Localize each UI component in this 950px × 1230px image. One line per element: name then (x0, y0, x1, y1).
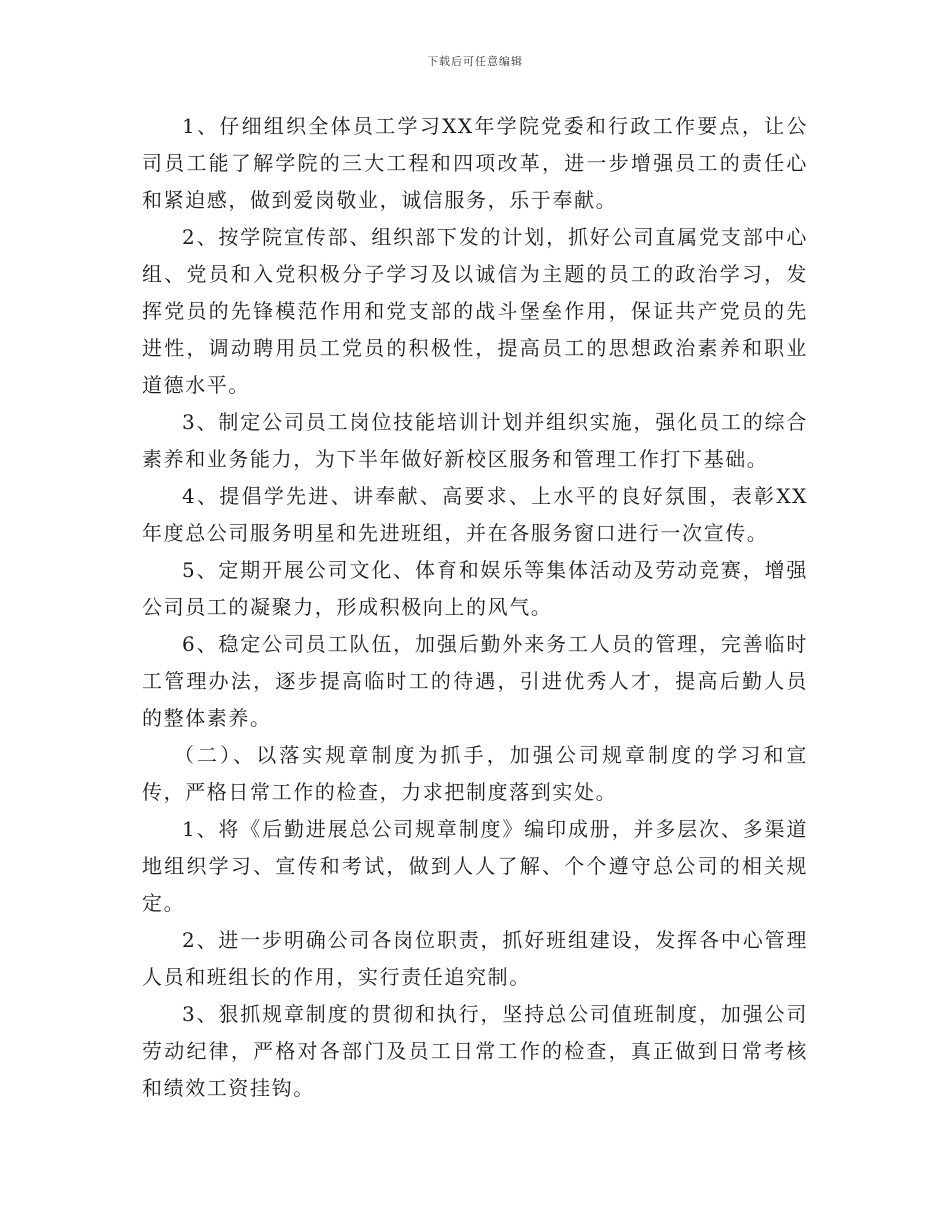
paragraph-3: 3、制定公司员工岗位技能培训计划并组织实施，强化员工的综合素养和业务能力，为下半年做好新校区服务和管理工作打下基础。 (142, 410, 808, 471)
paragraph-7: 1、将《后勤进展总公司规章制度》编印成册，并多层次、多渠道地组织学习、宣传和考试，做到人人了解、个个遵守总公司的相关规定。 (142, 817, 808, 915)
document-body (142, 108, 808, 1107)
paragraph-8: 2、进一步明确公司各岗位职责，抓好班组建设，发挥各中心管理人员和班组长的作用，实行责任追究制。 (142, 928, 808, 989)
paragraph-5: 5、定期开展公司文化、体育和娱乐等集体活动及劳动竞赛，增强公司员工的凝聚力，形成积极向上的风气。 (142, 558, 808, 619)
section-heading-2: （二）、以落实规章制度为抓手，加强公司规章制度的学习和宣传，严格日常工作的检查，力求把制度落到实处。 (142, 743, 808, 804)
header-note: 下载后可任意编辑 (427, 55, 523, 68)
paragraph-9: 3、狠抓规章制度的贯彻和执行，坚持总公司值班制度，加强公司劳动纪律，严格对各部门及员工日常工作的检查，真正做到日常考核和绩效工资挂钩。 (142, 1002, 808, 1100)
paragraph-6: 6、稳定公司员工队伍，加强后勤外来务工人员的管理，完善临时工管理办法，逐步提高临时工的待遇，引进优秀人才，提高后勤人员的整体素养。 (142, 632, 808, 730)
paragraph-2: 2、按学院宣传部、组织部下发的计划，抓好公司直属党支部中心组、党员和入党积极分子学习及以诚信为主题的员工的政治学习，发挥党员的先锋模范作用和党支部的战斗堡垒作用，保证共产党员的先进性，调动聘用员工党员的积极性，提高员工的思想政治素养和职业道德水平。 (142, 225, 808, 397)
paragraph-1: 1、仔细组织全体员工学习XX年学院党委和行政工作要点，让公司员工能了解学院的三大工程和四项改革，进一步增强员工的责任心和紧迫感，做到爱岗敬业，诚信服务，乐于奉献。 (142, 114, 808, 212)
paragraph-4: 4、提倡学先进、讲奉献、高要求、上水平的良好氛围，表彰XX年度总公司服务明星和先进班组，并在各服务窗口进行一次宣传。 (142, 484, 808, 545)
